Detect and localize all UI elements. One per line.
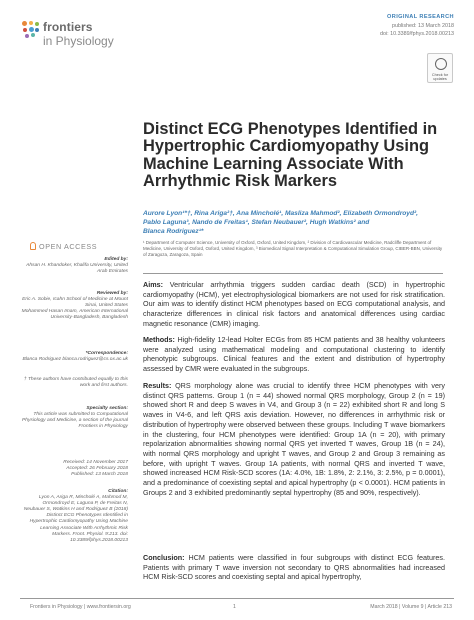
results-label: Results: [143,381,172,390]
logo-text-frontiers: frontiers [43,20,93,34]
citation-label: Citation: [108,489,128,494]
conclusion-text: HCM patients were classified in four subgroups with distinct ECG features. Patients with primary T wave inversion not secondary to QRS abnormalities had increased HCM Risk-SCD scores and coexisting septal and apical hypertrophy, [143,553,446,582]
correspondence-contact[interactable]: Blanca Rodriguez blanca.rodriguez@cs.ox.ac.uk [22,357,128,363]
title-divider [143,273,443,274]
check-updates-icon [435,58,447,70]
author-list [143,209,443,236]
authors-line: Aurore Lyon¹*†, Rina Ariga²†, Ana Mincholé¹, Masliza Mahmod², Elizabeth Ormondroyd², [143,210,419,217]
equal-contribution-note: † These authors have contributed equally to this work and first authors. [23,377,128,389]
page-number: 1 [233,604,236,610]
article-title: Distinct ECG Phenotypes Identified in Hypertrophic Cardiomyopathy Using Machine Learning Associate With Arrhythmic Risk Markers [143,120,438,191]
methods-label: Methods: [143,335,175,344]
doi-link[interactable]: doi: 10.3389/fphys.2018.00213 [379,31,454,37]
specialty-label: Specialty section: [86,406,128,411]
reviewed-by-label: Reviewed by: [96,291,128,296]
check-for-updates-button[interactable] [427,53,453,83]
open-lock-icon [30,242,36,250]
methods-text: High-fidelity 12-lead Holter ECGs from 85 HCM patients and 38 healthy volunteers were analyzed using mathematical modeling and computational clustering to identify phenotypic subgroups. Clinical features and the extent and distribution of hypertrophy assessed by CMR were evaluated in the subgroups. [143,335,445,374]
abstract-results [143,381,445,497]
authors-line: Blanca Rodriguez¹* [143,228,204,235]
abstract-aims [143,280,445,329]
citation [20,489,128,544]
published-date-side: Published: 13 March 2018 [71,472,128,478]
frontiers-logo-icon [22,21,40,39]
article-type: ORIGINAL RESEARCH [387,14,454,20]
abstract-methods [143,335,445,374]
abstract-conclusion [143,553,445,582]
footer-issue: March 2018 | Volume 9 | Article 213 [370,604,452,610]
authors-line: Pablo Laguna³, Nando de Freitas¹, Stefan Neubauer², Hugh Watkins² and [143,219,370,226]
footer-divider [20,598,454,599]
reviewer: Mohammed Hasan Imam, American International University-Bangladesh, Bangladesh [21,309,128,321]
reviewer: Eric A. Sobie, Icahn School of Medicine at Mount Sinai, United States [22,297,128,309]
specialty-section [20,406,128,430]
results-text: QRS morphology alone was crucial to identify three HCM phenotypes with very distinct QRS patterns. Group 1 (n = 44) showed normal QRS morphology, Group 2 (n = 19) showed short R and deep S waves in V4, and Group 3 (n = 22) exhibited short R and long S waves in V4-6, and left QRS axis deviation. However, no differences in arrhythmic risk or distribution of hypertrophy were observed between these groups. Including T wave biomarkers in the clustering, four HCM phenotypes were identified: Group 1A (n = 20), with primary repolarization abnormalities showing normal QRS yet inverted T waves, Group 1B (n = 24), with normal QRS morphology and upright T waves, and Group 2 and Group 3 remaining as before, with upright T waves. Group 1A patients, with normal QRS and inverted T wave, showed increased HCM Risk-SCD scores (1A: 4.0%, 1B: 1.8%, 2: 2.1%, 3: 2.5%, p = 0.0001), and a predominance of coexisting septal and apical hypertrophy (p < 0.0001). HCM patients in Groups 2 and 3 exhibited predominantly septal hypertrophy (85 and 90%, respectively). [143,381,446,497]
edited-by [20,257,128,275]
edited-by-label: Edited by: [104,257,128,262]
open-access-label: OPEN ACCESS [39,242,98,251]
logo-text-journal: in Physiology [43,34,114,48]
affiliations: ¹ Department of Computer Science, University of Oxford, Oxford, United Kingdom, ² Division of Cardiovascular Medicine, Radcliffe Department of Medicine, University of Oxford, Oxford, United Kingdom, ³ Biomedical Signal Interpretation & Computational Simulation Group, CIBER-BBN, University of Zaragoza, Zaragoza, Spain [143,240,443,258]
correspondence-label: *Correspondence: [85,351,128,356]
article-meta [380,14,454,37]
reviewed-by [20,291,128,321]
conclusion-label: Conclusion: [143,553,185,562]
citation-text: Lyon A, Ariga R, Mincholé A, Mahmod M, Ormondroyd E, Laguna P, de Freitas N, Neubauer S, Watkins H and Rodriguez B (2018) Distinct ECG Phenotypes Identified in Hypertrophic Cardiomyopathy Using Machine Learning Associate With Arrhythmic Risk Markers. Front. Physiol. 9:213. doi: 10.3389/fphys.2018.00213 [23,495,128,543]
correspondence [20,351,128,363]
aims-text: Ventricular arrhythmia triggers sudden cardiac death (SCD) in hypertrophic cardiomyopathy (HCM), yet electrophysiological biomarkers are not used for risk stratification. Our aim was to identify distinct HCM phenotypes based on ECG computational analysis, and characterize differences in clinical risk factors and anatomical differences using cardiac magnetic resonance (CMR) imaging. [143,280,445,328]
editor: Ahsan H. Khandoker, Khalifa University, United Arab Emirates [26,263,128,275]
accepted-date: Accepted: 26 February 2018 [66,466,128,472]
published-date: published: 13 March 2018 [391,23,454,29]
received-date: Received: 14 November 2017 [63,460,128,465]
open-access-badge [30,242,128,251]
aims-label: Aims: [143,280,163,289]
journal-logo[interactable] [22,19,142,49]
specialty-text: This article was submitted to Computational Physiology and Medicine, a section of the journal Frontiers in Physiology [21,412,128,430]
check-updates-label: Check for updates [431,73,449,81]
dates [20,460,128,478]
footer-journal-link[interactable]: Frontiers in Physiology | www.frontiersin.org [30,604,131,610]
